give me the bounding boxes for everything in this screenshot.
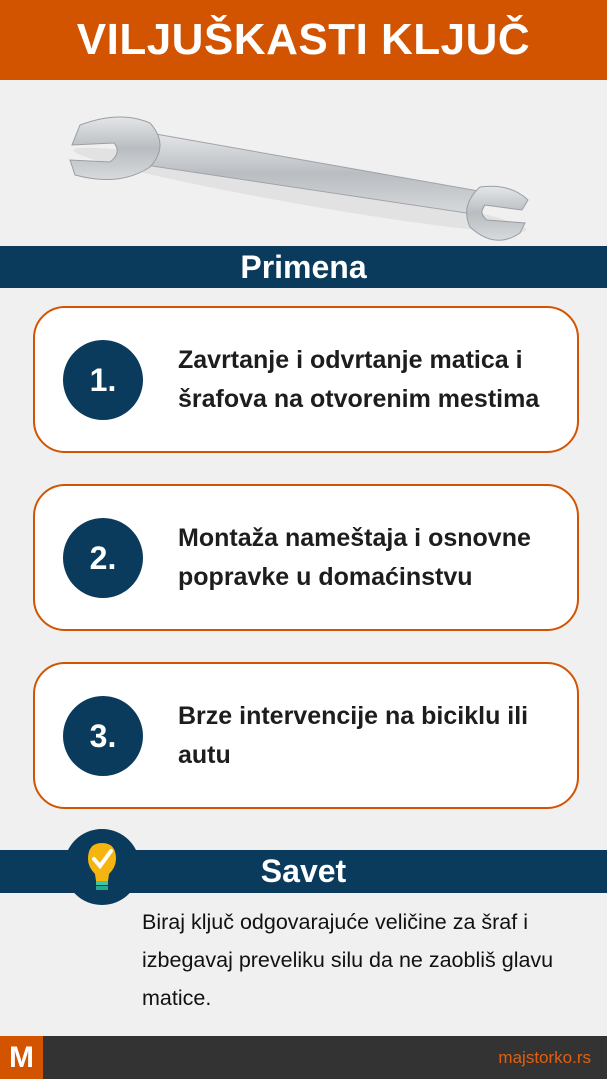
use-text: Zavrtanje i odvrtanje matica i šrafova na otvorenim mestima: [178, 345, 540, 413]
section-heading-primena: Primena: [0, 246, 607, 288]
section-heading-savet: Savet: [0, 850, 607, 893]
brand-logo: M: [0, 1036, 43, 1079]
tip-text: Biraj ključ odgovarajuće veličine za šraf i izbegavaj preveliku silu da ne zaobliš glavu matice.: [142, 910, 554, 1010]
page-title: VILJUŠKASTI KLJUČ: [0, 0, 607, 80]
use-text: Montaža nameštaja i osnovne popravke u domaćinstvu: [178, 523, 531, 591]
step-number-badge: 1.: [63, 340, 143, 420]
wrench-image: [50, 105, 540, 255]
use-card: [33, 484, 579, 631]
step-number-badge: 2.: [63, 518, 143, 598]
use-card: [33, 306, 579, 453]
use-card: [33, 662, 579, 809]
step-number-badge: 3.: [63, 696, 143, 776]
site-link[interactable]: majstorko.rs: [498, 1048, 591, 1067]
footer: [0, 1036, 607, 1079]
lightbulb-icon: [64, 829, 140, 905]
use-text: Brze intervencije na biciklu ili autu: [178, 701, 529, 769]
